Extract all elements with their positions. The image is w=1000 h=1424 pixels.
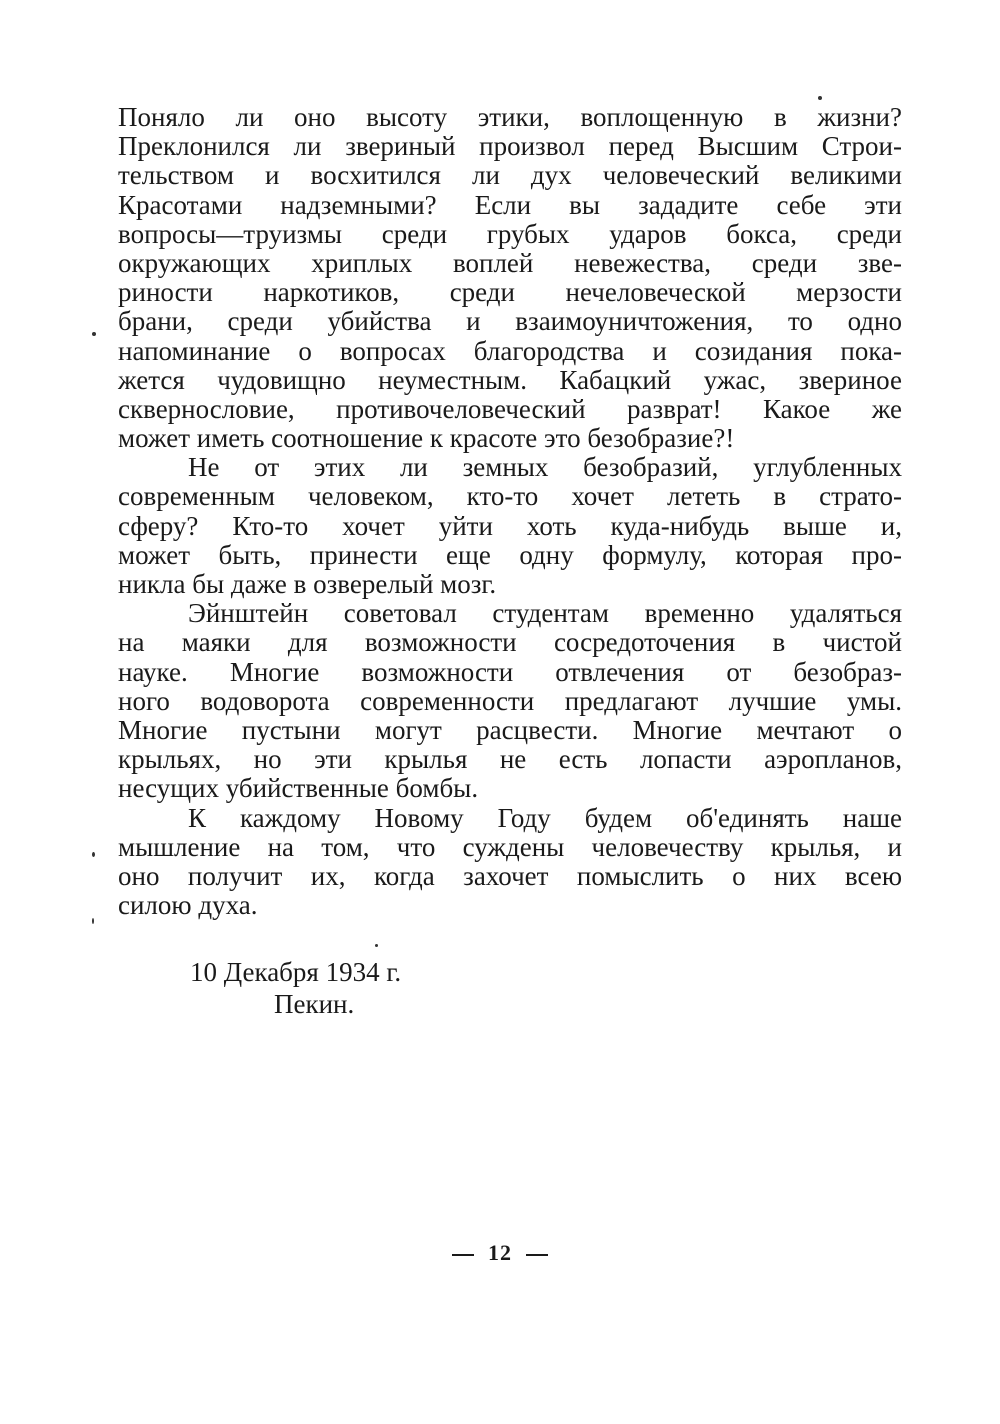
text-line: жется чудовищно неуместным. Кабацкий ужас, звериное xyxy=(118,364,902,395)
text-line: вопросы—труизмы среди грубых ударов бокса, среди xyxy=(118,218,902,249)
text-line: напоминание о вопросах благородства и созидания пока- xyxy=(118,335,902,366)
signature-place: Пекин. xyxy=(274,989,355,1019)
text-line: окружающих хриплых воплей невежества, среди зве- xyxy=(118,247,902,278)
page-number-footer xyxy=(0,1240,1000,1266)
text-line: Преклонился ли звериный произвол перед Высшим Строи- xyxy=(118,131,902,162)
signature-date: 10 Декабря 1934 г. xyxy=(190,957,402,987)
text-line: несущих убийственные бомбы. xyxy=(118,773,479,804)
text-line: на маяки для возможности сосредоточения в чистой xyxy=(118,627,902,658)
text-line: Поняло ли оно высоту этики, воплощенную в жизни? xyxy=(118,102,902,132)
text-line: современным человеком, кто-то хочет лететь в страто- xyxy=(118,481,902,512)
paragraph-1 xyxy=(118,103,902,453)
text-line: Не от этих ли земных безобразий, углубленных xyxy=(188,452,902,483)
page-number: 12 xyxy=(488,1240,512,1265)
text-line: мышление на том, что суждены человечеству крылья, и xyxy=(118,831,902,862)
text-line: силою духа. xyxy=(118,890,258,921)
right-dash xyxy=(526,1254,548,1256)
text-line: брани, среди убийства и взаимоуничтожения, то одно xyxy=(118,306,902,337)
text-line: тельством и восхитился ли дух человеческий великими xyxy=(118,160,902,191)
text-line: крыльях, но эти крылья не есть лопасти аэропланов, xyxy=(118,744,902,775)
text-line: никла бы даже в озверелый мозг. xyxy=(118,569,497,599)
scan-speck xyxy=(92,918,94,924)
text-line: Многие пустыни могут расцвести. Многие мечтают о xyxy=(118,714,902,745)
text-line: может иметь соотношение к красоте это безобразие?! xyxy=(118,423,735,454)
body-text xyxy=(118,103,902,920)
text-line: науке. Многие возможности отвлечения от безобраз- xyxy=(118,656,902,687)
text-line: К каждому Новому Году будем об'единять наше xyxy=(188,802,902,833)
scan-speck xyxy=(92,332,96,336)
text-line: Эйнштейн советовал студентам временно удаляться xyxy=(188,598,902,629)
text-line: риности наркотиков, среди нечеловеческой мерзости xyxy=(118,277,902,308)
paragraph-4 xyxy=(118,804,902,921)
text-line: оно получит их, когда захочет помыслить о них всею xyxy=(118,860,902,891)
paragraph-2 xyxy=(118,453,902,599)
paragraph-3 xyxy=(118,599,902,803)
scan-speck xyxy=(92,852,95,857)
text-line: сквернословие, противочеловеческий разврат! Какое же xyxy=(118,393,902,424)
scan-speck xyxy=(818,96,822,100)
text-line: сферу? Кто-то хочет уйти хоть куда-нибудь выше и, xyxy=(118,510,902,541)
text-line: ного водоворота современности предлагают лучшие умы. xyxy=(118,685,902,716)
scan-speck xyxy=(375,944,378,947)
signature-block xyxy=(190,956,401,1020)
text-line: Красотами надземными? Если вы зададите себе эти xyxy=(118,189,902,220)
text-line: может быть, принести еще одну формулу, которая про- xyxy=(118,539,902,570)
left-dash xyxy=(452,1254,474,1256)
